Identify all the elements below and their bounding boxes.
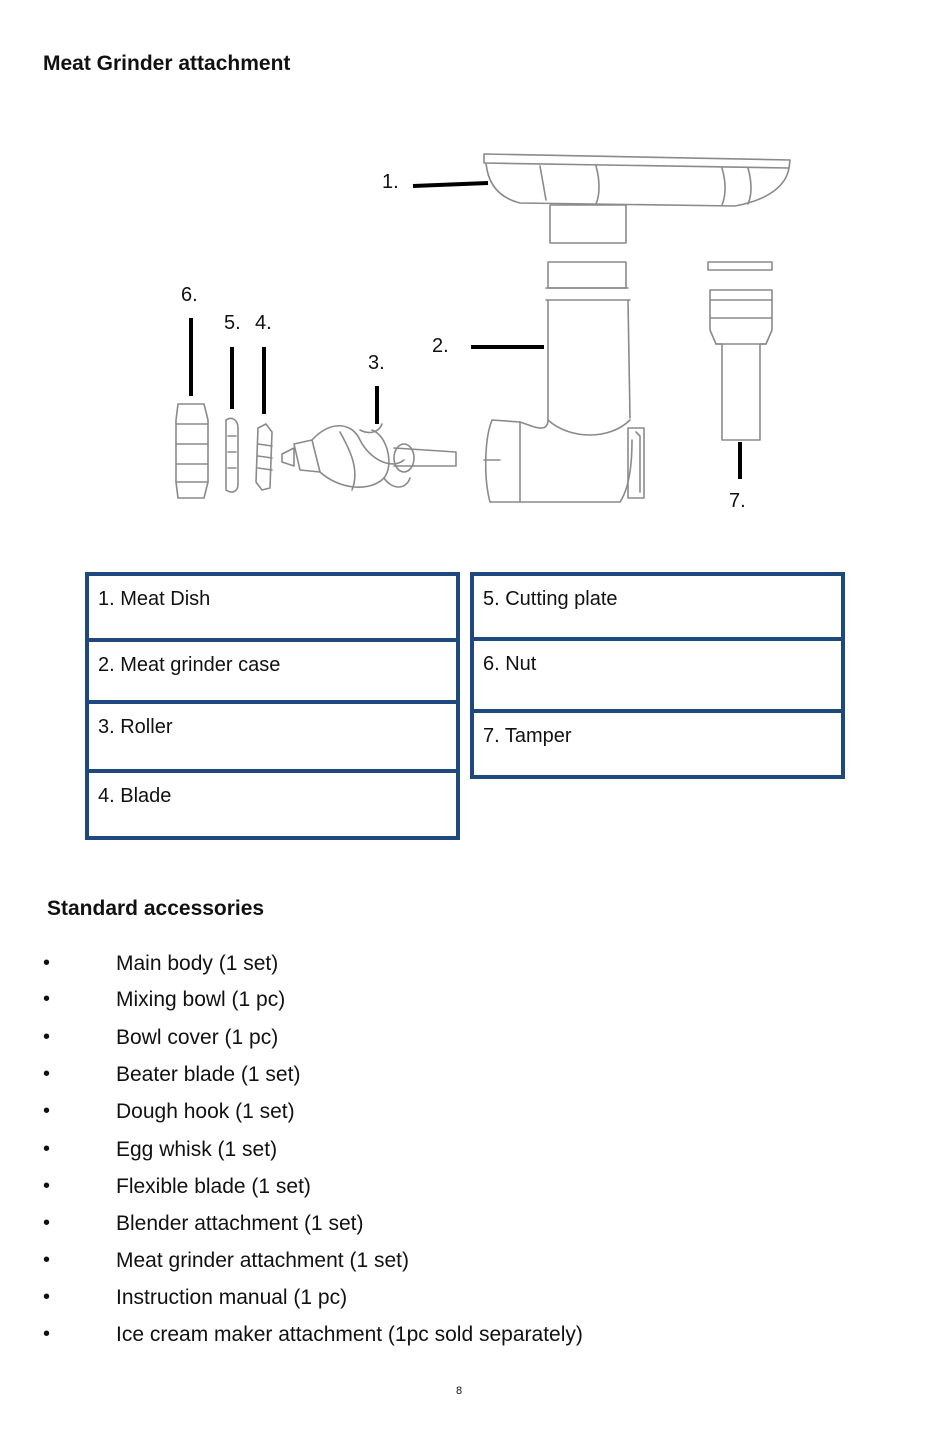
bullet-icon: • bbox=[43, 1138, 51, 1160]
callout-label-1: 1. bbox=[382, 171, 399, 193]
grinder-case-drawing bbox=[484, 262, 644, 502]
list-item bbox=[0, 988, 800, 1018]
part-label: 2. Meat grinder case bbox=[98, 654, 281, 676]
list-item bbox=[0, 1323, 800, 1353]
callout-label-2: 2. bbox=[432, 335, 449, 357]
accessory-label: Mixing bowl (1 pc) bbox=[116, 988, 286, 1011]
callout-label-5: 5. bbox=[224, 312, 241, 334]
part-cell-7 bbox=[470, 709, 845, 779]
page-number: 8 bbox=[455, 1385, 463, 1397]
part-cell-3 bbox=[85, 700, 460, 773]
bullet-icon: • bbox=[43, 1323, 51, 1345]
bullet-icon: • bbox=[43, 1026, 51, 1048]
bullet-icon: • bbox=[43, 1175, 51, 1197]
list-item bbox=[0, 1249, 800, 1279]
callout-label-4: 4. bbox=[255, 312, 272, 334]
tamper-drawing bbox=[708, 262, 772, 440]
meat-grinder-diagram bbox=[0, 0, 950, 560]
part-label: 5. Cutting plate bbox=[483, 588, 618, 610]
part-cell-5 bbox=[470, 572, 845, 641]
part-cell-2 bbox=[85, 638, 460, 704]
list-item bbox=[0, 1026, 800, 1056]
accessory-label: Instruction manual (1 pc) bbox=[116, 1286, 348, 1309]
accessory-label: Dough hook (1 set) bbox=[116, 1100, 295, 1123]
list-item bbox=[0, 1100, 800, 1130]
bullet-icon: • bbox=[43, 1100, 51, 1122]
part-label: 3. Roller bbox=[98, 716, 173, 738]
part-cell-1 bbox=[85, 572, 460, 642]
list-item bbox=[0, 952, 800, 982]
cutting-plate-drawing bbox=[226, 418, 238, 492]
accessory-label: Flexible blade (1 set) bbox=[116, 1175, 311, 1198]
blade-drawing bbox=[256, 424, 272, 490]
list-item bbox=[0, 1286, 800, 1316]
part-label: 4. Blade bbox=[98, 785, 172, 807]
roller-drawing bbox=[282, 424, 456, 490]
part-label: 7. Tamper bbox=[483, 725, 572, 747]
bullet-icon: • bbox=[43, 1249, 51, 1271]
bullet-icon: • bbox=[43, 1286, 51, 1308]
accessory-label: Bowl cover (1 pc) bbox=[116, 1026, 279, 1049]
part-label: 1. Meat Dish bbox=[98, 588, 211, 610]
section-title: Meat Grinder attachment bbox=[43, 52, 291, 75]
callout-label-6: 6. bbox=[181, 284, 198, 306]
bullet-icon: • bbox=[43, 1063, 51, 1085]
accessory-label: Main body (1 set) bbox=[116, 952, 279, 975]
meat-dish-drawing bbox=[484, 154, 790, 243]
part-cell-6 bbox=[470, 637, 845, 713]
list-item bbox=[0, 1212, 800, 1242]
accessory-label: Beater blade (1 set) bbox=[116, 1063, 301, 1086]
accessory-label: Blender attachment (1 set) bbox=[116, 1212, 364, 1235]
part-label: 6. Nut bbox=[483, 653, 537, 675]
accessory-label: Meat grinder attachment (1 set) bbox=[116, 1249, 409, 1272]
nut-drawing bbox=[176, 404, 208, 498]
callout-label-3: 3. bbox=[368, 352, 385, 374]
callout-label-7: 7. bbox=[729, 490, 746, 512]
list-item bbox=[0, 1063, 800, 1093]
accessories-title: Standard accessories bbox=[47, 897, 265, 920]
accessory-label: Egg whisk (1 set) bbox=[116, 1138, 278, 1161]
list-item bbox=[0, 1175, 800, 1205]
bullet-icon: • bbox=[43, 952, 51, 974]
bullet-icon: • bbox=[43, 988, 51, 1010]
bullet-icon: • bbox=[43, 1212, 51, 1234]
list-item bbox=[0, 1138, 800, 1168]
accessory-label: Ice cream maker attachment (1pc sold separately) bbox=[116, 1323, 583, 1346]
callout-line-1 bbox=[413, 183, 488, 186]
part-cell-4 bbox=[85, 769, 460, 840]
